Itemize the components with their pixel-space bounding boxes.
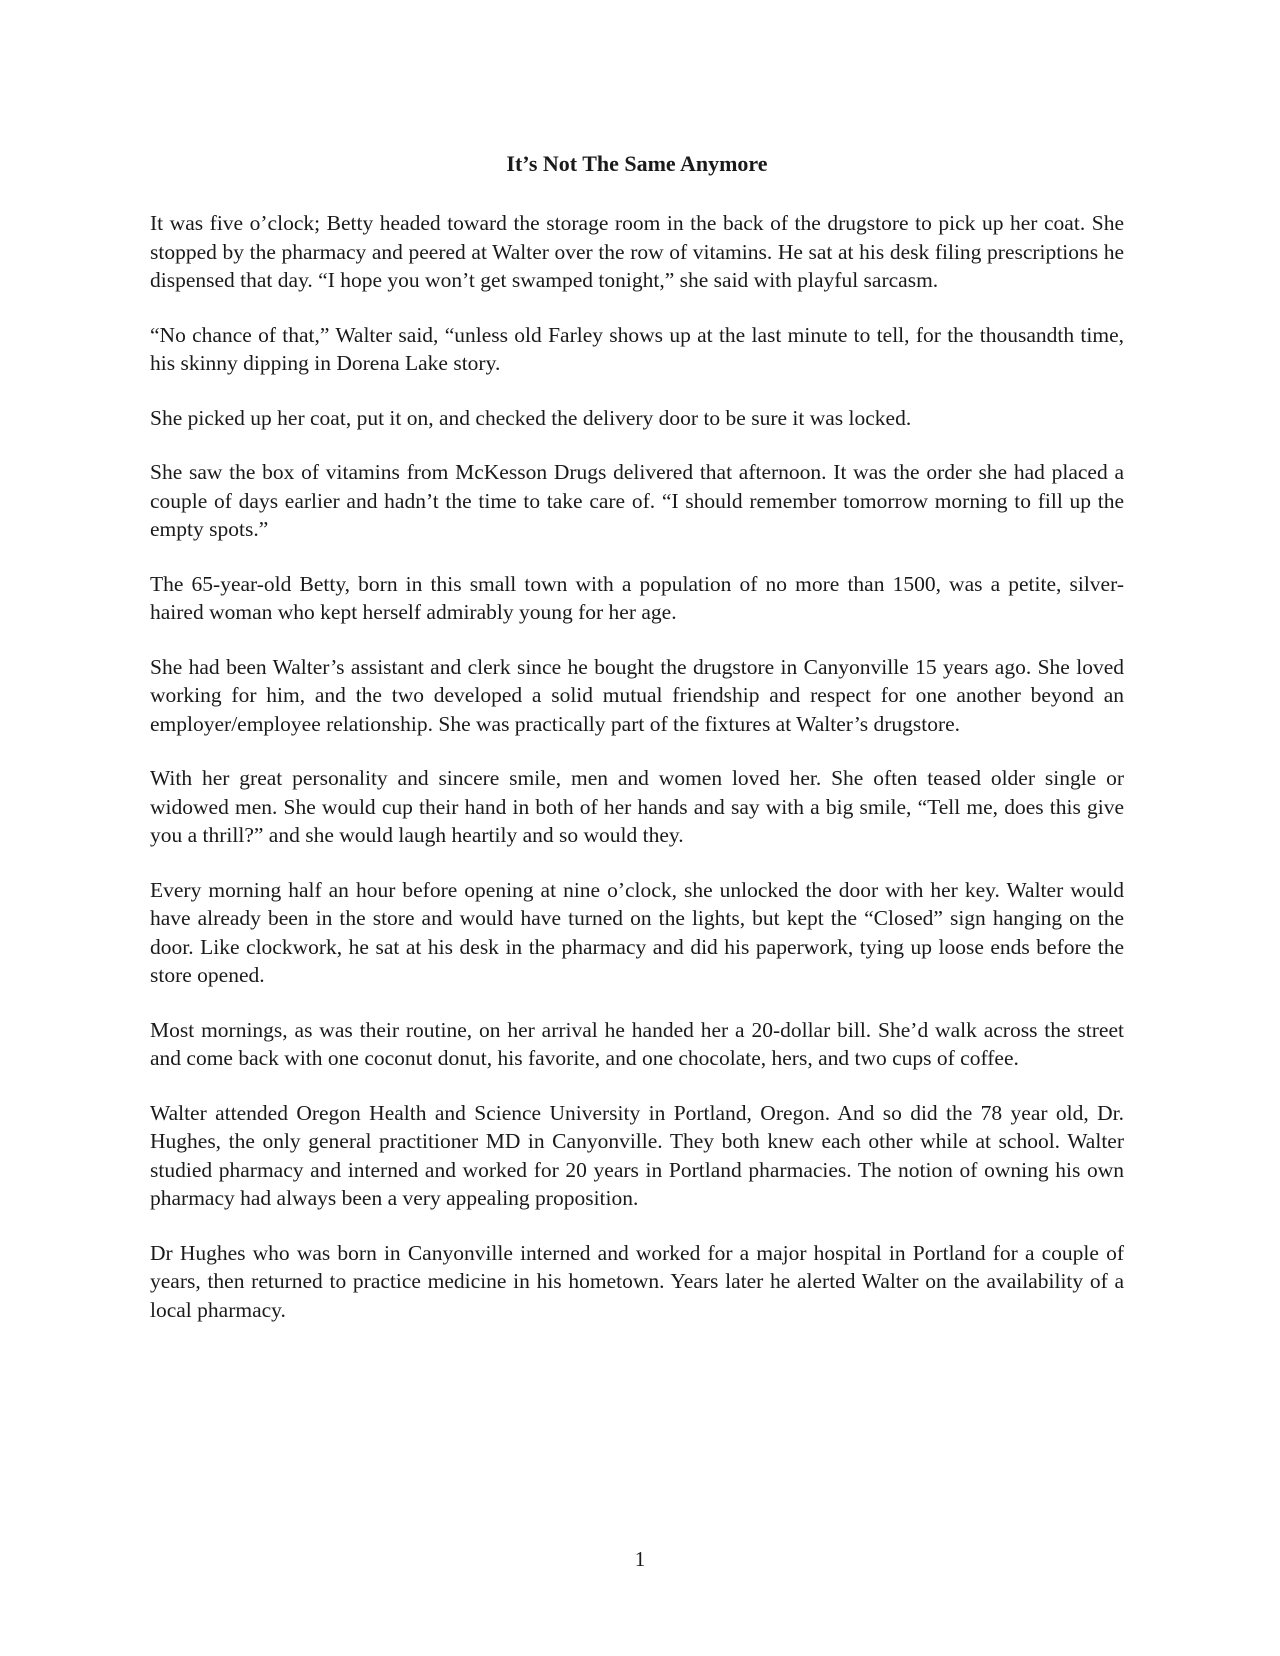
paragraph: She saw the box of vitamins from McKesson Drugs delivered that afternoon. It was the order she had placed a couple of days earlier and hadn’t the time to take care of. “I should remember tomorrow morning to fill up the empty spots.” (150, 460, 1124, 541)
paragraph: She had been Walter’s assistant and clerk since he bought the drugstore in Canyonville 15 years ago. She loved working for him, and the two developed a solid mutual friendship and respect for one another beyond an employer/employee relationship. She was practically part of the fixtures at Walter’s drugstore. (150, 654, 1124, 736)
document-title: It’s Not The Same Anymore (506, 151, 768, 176)
paragraph: “No chance of that,” Walter said, “unless old Farley shows up at the last minute to tell, for the thousandth time, his skinny dipping in Dorena Lake story. (150, 322, 1124, 375)
paragraph: It was five o’clock; Betty headed toward the storage room in the back of the drugstore to pick up her coat. She stopped by the pharmacy and peered at Walter over the row of vitamins. He sat at his desk filing prescriptions he dispensed that day. “I hope you won’t get swamped tonight,” she said with playful sarcasm. (150, 211, 1124, 292)
paragraph: She picked up her coat, put it on, and checked the delivery door to be sure it was locked. (150, 405, 912, 430)
paragraph: Every morning half an hour before opening at nine o’clock, she unlocked the door with her key. Walter would have already been in the store and would have turned on the lights, but kept the “Closed” sign hanging on the door. Like clockwork, he sat at his desk in the pharmacy and did his paperwork, tying up loose ends before the store opened. (150, 877, 1124, 987)
paragraph: Walter attended Oregon Health and Science University in Portland, Oregon. And so did the 78 year old, Dr. Hughes, the only general practitioner MD in Canyonville. They both knew each other while at school. Walter studied pharmacy and interned and worked for 20 years in Portland pharmacies. The notion of owning his own pharmacy had always been a very appealing proposition. (150, 1100, 1124, 1210)
paragraph: The 65-year-old Betty, born in this small town with a population of no more than 1500, was a petite, silver-haired woman who kept herself admirably young for her age. (150, 571, 1124, 624)
paragraph: Dr Hughes who was born in Canyonville interned and worked for a major hospital in Portland for a couple of years, then returned to practice medicine in his hometown. Years later he alerted Walter on the availability of a local pharmacy. (150, 1240, 1124, 1322)
paragraph: With her great personality and sincere smile, men and women loved her. She often teased older single or widowed men. She would cup their hand in both of her hands and say with a big smile, “Tell me, does this give you a thrill?” and she would laugh heartily and so would they. (150, 766, 1124, 847)
paragraph: Most mornings, as was their routine, on her arrival he handed her a 20-dollar bill. She’d walk across the street and come back with one coconut donut, his favorite, and one chocolate, hers, and two cups of coffee. (150, 1017, 1124, 1070)
page-number: 1 (634, 1547, 646, 1571)
document-body (150, 209, 1124, 1350)
